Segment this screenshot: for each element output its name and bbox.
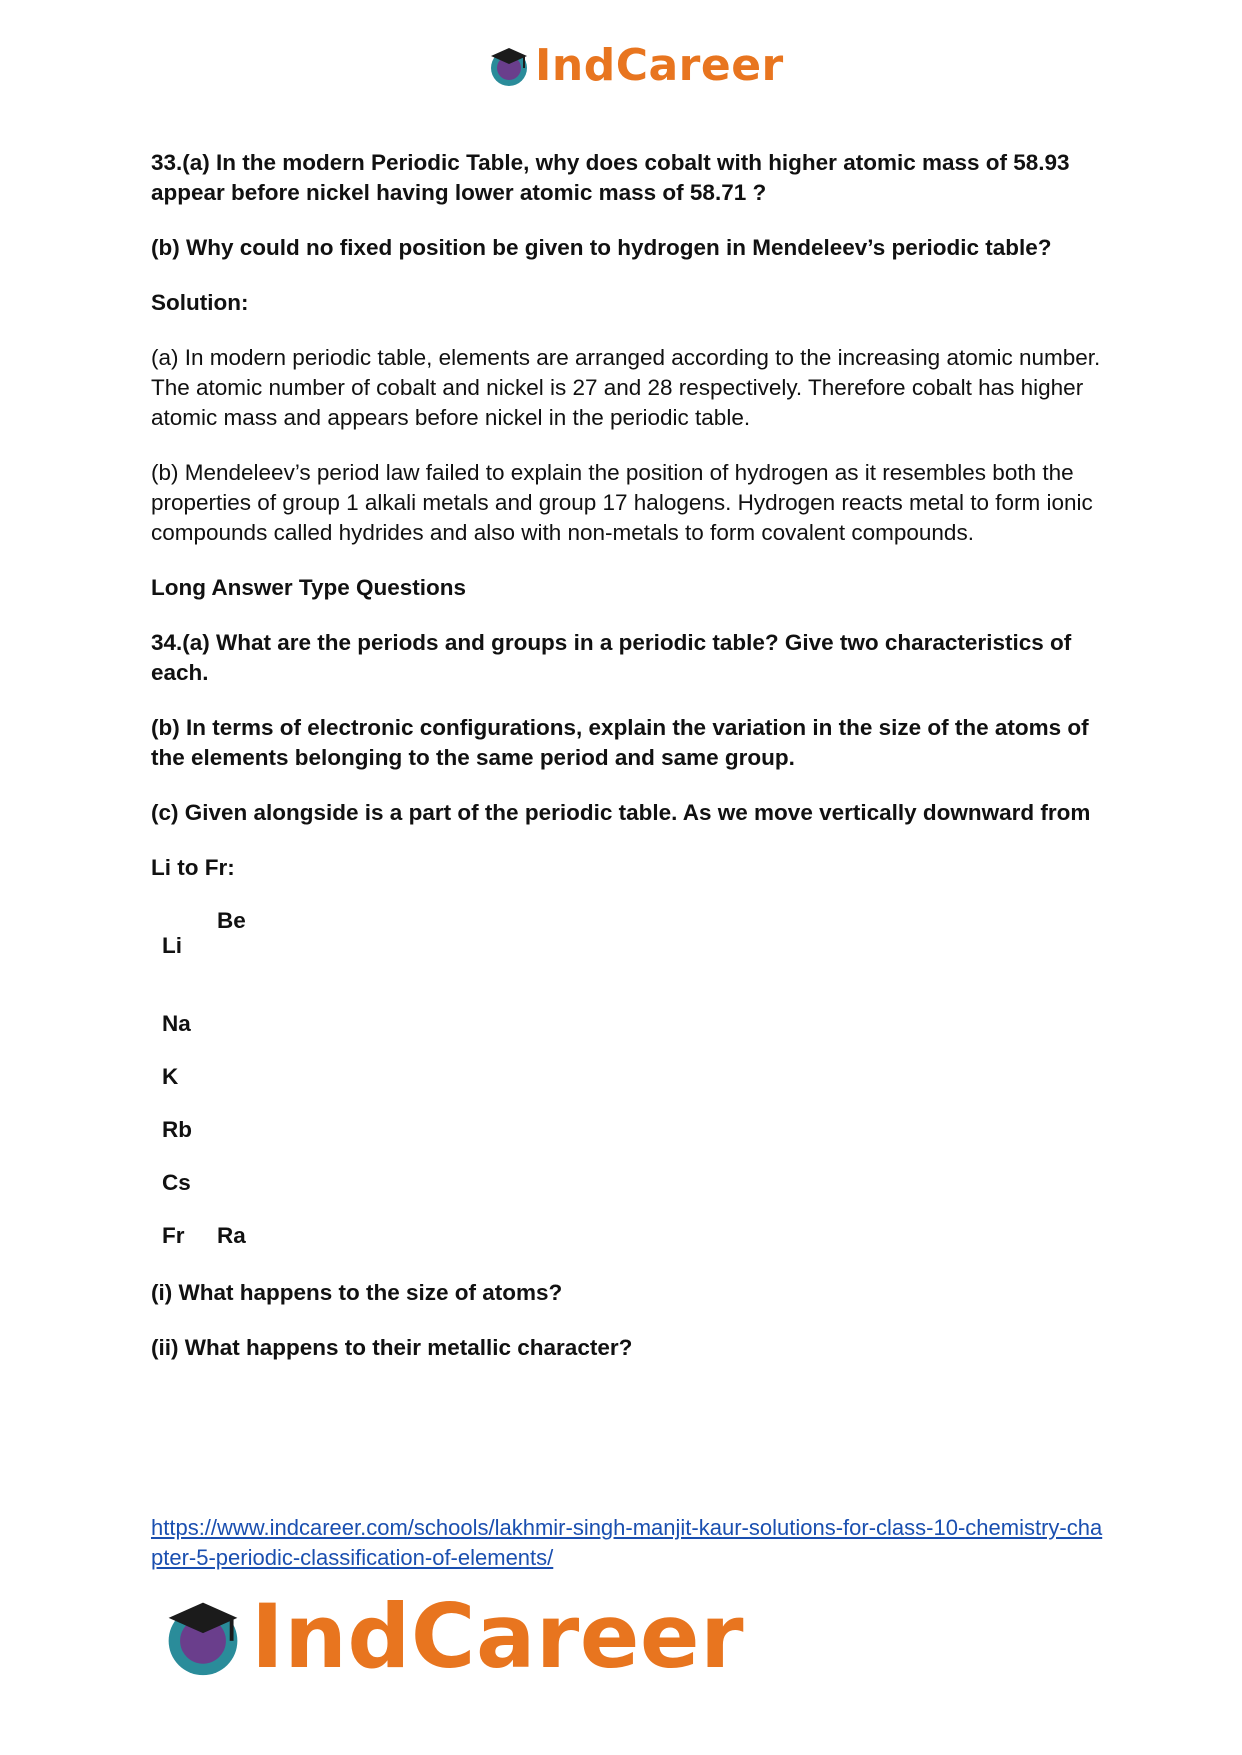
graduation-globe-icon — [161, 1595, 245, 1679]
li-to-fr-label: Li to Fr: — [151, 855, 235, 880]
periodic-table-fragment — [151, 908, 1101, 1278]
question-33a: 33.(a) In the modern Periodic Table, why does cobalt with higher atomic mass of 58.93 appear before nickel having lower atomic mass of 58.71 ? — [151, 150, 1070, 205]
document-content — [151, 148, 1101, 1388]
solution-b: (b) Mendeleev’s period law failed to explain the position of hydrogen as it resembles both the properties of group 1 alkali metals and group 17 halogens. Hydrogen reacts metal to form ionic compounds called hydrides and also with non-metals to form covalent compounds. — [151, 460, 1093, 545]
element-li: Li — [162, 933, 182, 958]
question-34c: (c) Given alongside is a part of the periodic table. As we move vertically downward from — [151, 800, 1091, 825]
solution-a: (a) In modern periodic table, elements are arranged according to the increasing atomic number. The atomic number of cobalt and nickel is 27 and 28 respectively. Therefore cobalt has higher atomic mass and appears before nickel in the periodic table. — [151, 345, 1101, 430]
question-34a: 34.(a) What are the periods and groups in a periodic table? Give two characteristics of each. — [151, 630, 1072, 685]
element-be: Be — [217, 908, 246, 933]
graduation-globe-icon — [487, 44, 531, 88]
header-logo — [487, 40, 784, 91]
section-heading: Long Answer Type Questions — [151, 575, 467, 600]
question-33b: (b) Why could no fixed position be given to hydrogen in Mendeleev’s periodic table? — [151, 235, 1052, 260]
element-rb: Rb — [162, 1117, 192, 1142]
element-k: K — [162, 1064, 179, 1089]
solution-label: Solution: — [151, 290, 249, 315]
element-na: Na — [162, 1011, 191, 1036]
logo-text: IndCareer — [251, 1585, 745, 1688]
element-fr: Fr — [162, 1223, 185, 1248]
question-34c-i: (i) What happens to the size of atoms? — [151, 1280, 563, 1305]
source-link[interactable]: https://www.indcareer.com/schools/lakhmir-singh-manjit-kaur-solutions-for-class-10-chemistry-chapter-5-periodic-classification-of-elements/ — [151, 1515, 1103, 1570]
element-cs: Cs — [162, 1170, 191, 1195]
question-34c-ii: (ii) What happens to their metallic character? — [151, 1335, 633, 1360]
question-34b: (b) In terms of electronic configurations, explain the variation in the size of the atoms of the elements belonging to the same period and same group. — [151, 715, 1089, 770]
logo-text: IndCareer — [535, 40, 784, 91]
element-ra: Ra — [217, 1223, 246, 1248]
footer-logo — [161, 1585, 744, 1688]
